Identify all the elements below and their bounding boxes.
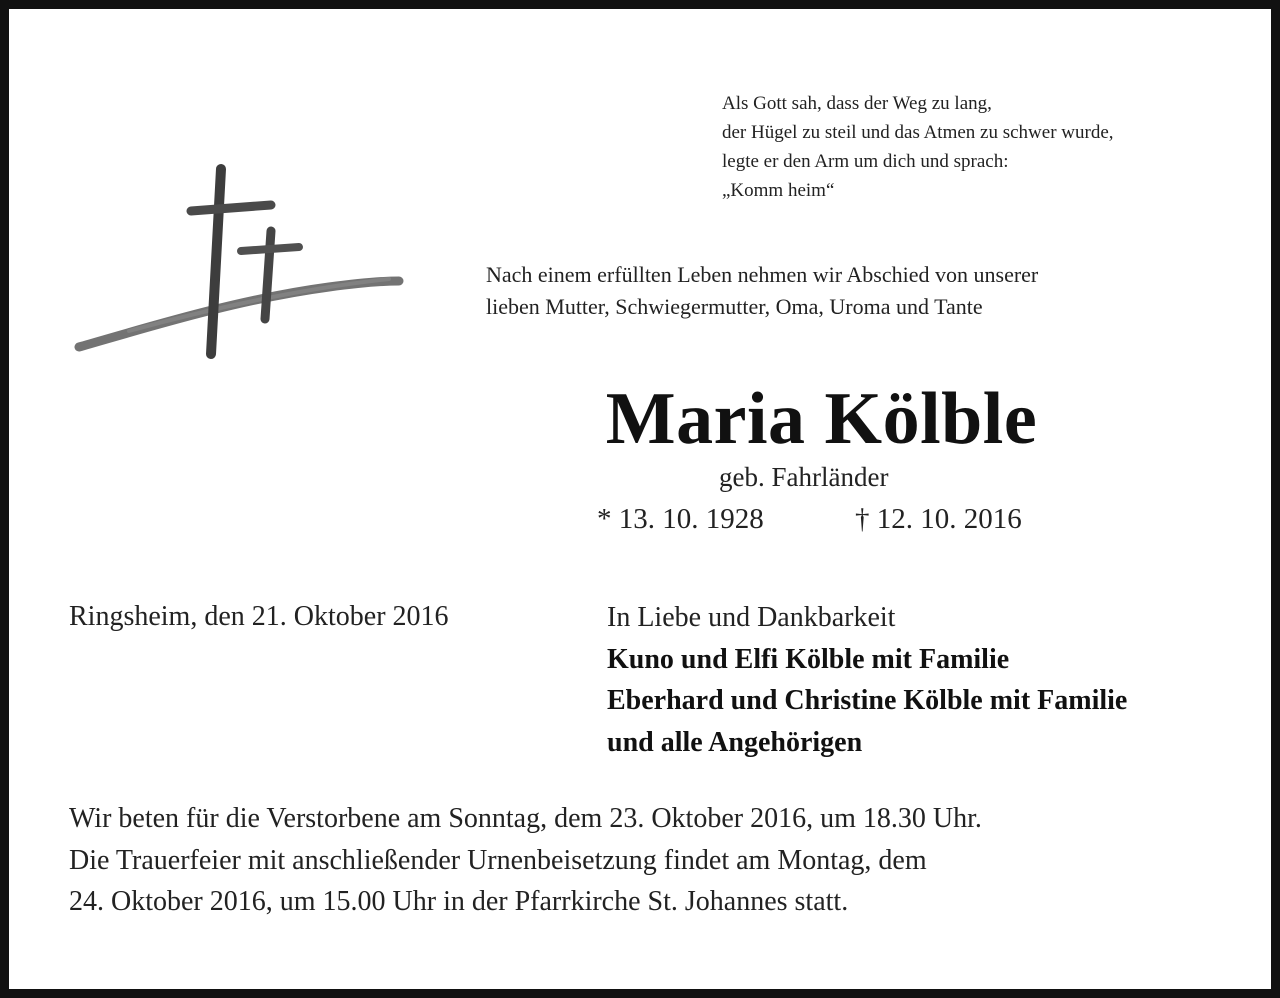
mourner-name: Eberhard und Christine Kölble mit Familie: [607, 685, 1128, 716]
intro-line: lieben Mutter, Schwiegermutter, Oma, Uroma und Tante: [486, 294, 983, 319]
deceased-name: Maria Kölble: [605, 378, 1038, 460]
mourners-block: [607, 597, 1127, 763]
mourner-name: und alle Angehörigen: [607, 726, 863, 758]
two-crosses-on-hill-icon: [69, 159, 409, 369]
death-date: † 12. 10. 2016: [855, 503, 1022, 535]
poem-line: legte er den Arm um dich und sprach:: [722, 151, 1009, 172]
place-and-date: Ringsheim, den 21. Oktober 2016: [69, 601, 449, 632]
maiden-name: geb. Fahrländer: [719, 462, 889, 492]
poem-line: „Komm heim“: [722, 180, 835, 201]
poem-line: der Hügel zu steil und das Atmen zu schwer wurde,: [722, 122, 1114, 143]
service-line: 24. Oktober 2016, um 15.00 Uhr in der Pfarrkirche St. Johannes statt.: [69, 886, 849, 917]
mourner-name: Kuno und Elfi Kölble mit Familie: [607, 643, 1010, 675]
birth-date: * 13. 10. 1928: [597, 503, 764, 535]
farewell-intro: [486, 259, 1038, 323]
service-line: Die Trauerfeier mit anschließender Urnenbeisetzung findet am Montag, dem: [69, 844, 927, 876]
service-info: [69, 798, 982, 923]
poem: [722, 89, 1114, 205]
poem-line: Als Gott sah, dass der Weg zu lang,: [722, 93, 992, 114]
service-line: Wir beten für die Verstorbene am Sonntag, dem 23. Oktober 2016, um 18.30 Uhr.: [69, 803, 982, 834]
intro-line: Nach einem erfüllten Leben nehmen wir Abschied von unserer: [486, 262, 1039, 287]
mourners-intro: In Liebe und Dankbarkeit: [607, 602, 896, 633]
